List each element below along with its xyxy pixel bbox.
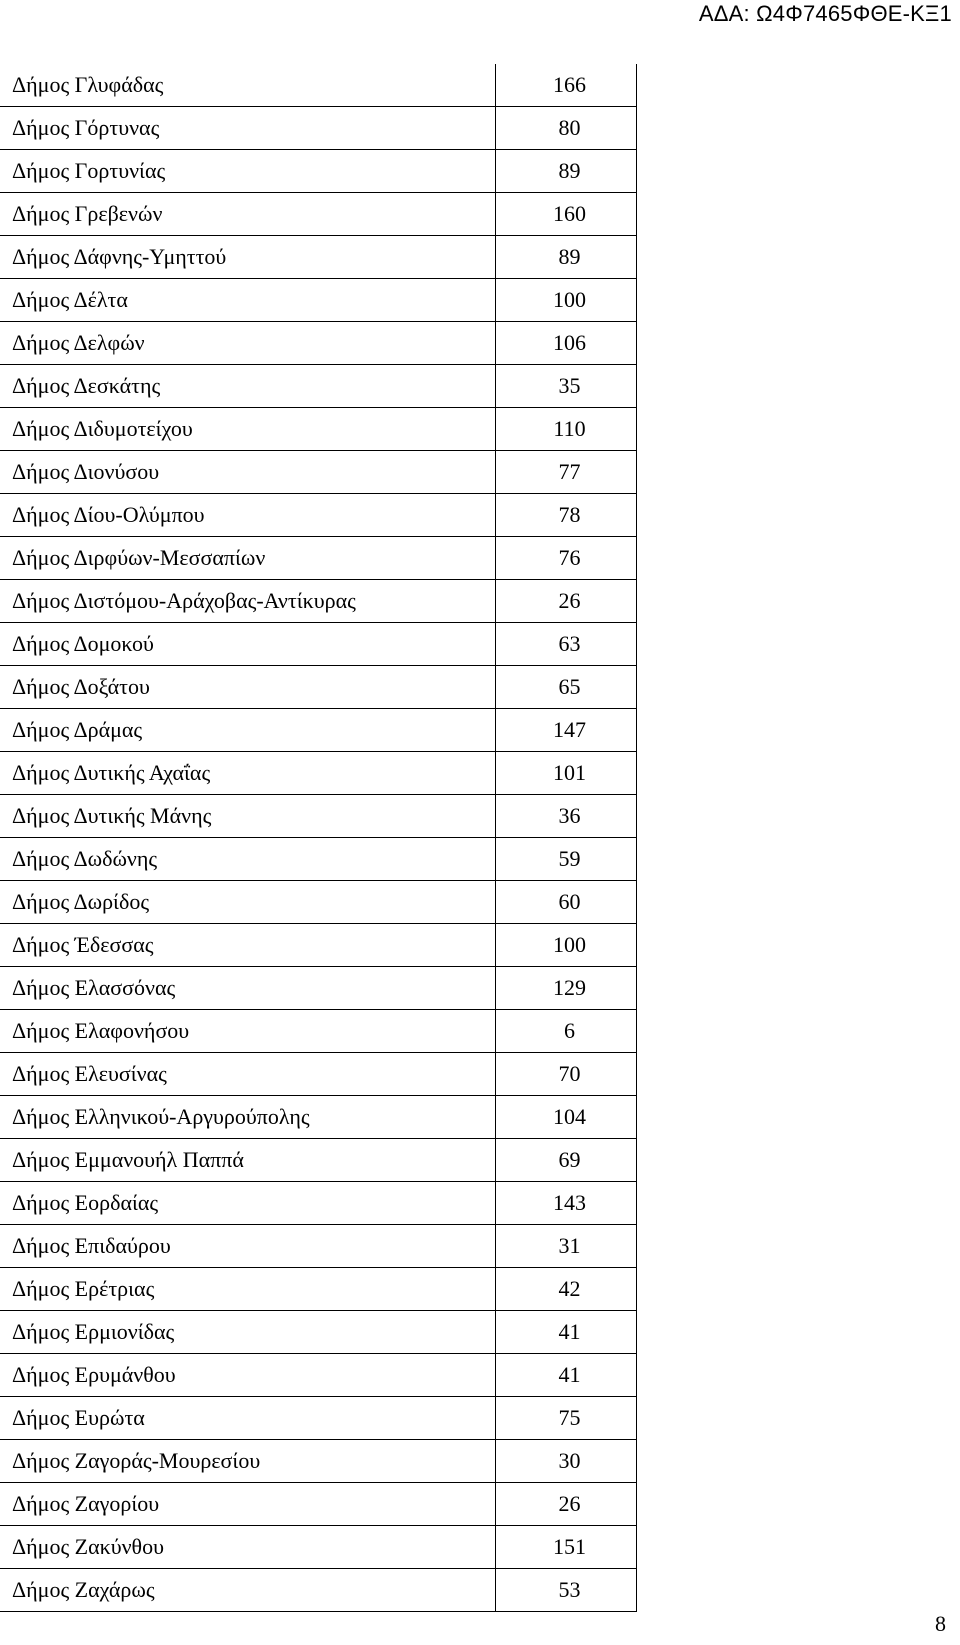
table-row bbox=[0, 537, 636, 580]
table-row bbox=[0, 967, 636, 1010]
municipality-name: Δήμος Ελευσίνας bbox=[0, 1053, 495, 1096]
municipality-value: 89 bbox=[495, 236, 636, 279]
municipality-name: Δήμος Ζακύνθου bbox=[0, 1526, 495, 1569]
table-row bbox=[0, 494, 636, 537]
municipality-value: 160 bbox=[495, 193, 636, 236]
table-row bbox=[0, 236, 636, 279]
municipality-name: Δήμος Δυτικής Αχαΐας bbox=[0, 752, 495, 795]
municipality-name: Δήμος Δελφών bbox=[0, 322, 495, 365]
table-row bbox=[0, 1225, 636, 1268]
municipality-name: Δήμος Δεσκάτης bbox=[0, 365, 495, 408]
table-row bbox=[0, 150, 636, 193]
municipality-name: Δήμος Δέλτα bbox=[0, 279, 495, 322]
municipality-value: 129 bbox=[495, 967, 636, 1010]
municipality-value: 100 bbox=[495, 279, 636, 322]
municipality-name: Δήμος Δίου-Ολύμπου bbox=[0, 494, 495, 537]
table-row bbox=[0, 64, 636, 107]
municipality-value: 104 bbox=[495, 1096, 636, 1139]
table-row bbox=[0, 924, 636, 967]
table-row bbox=[0, 1096, 636, 1139]
table-row bbox=[0, 107, 636, 150]
table-row bbox=[0, 881, 636, 924]
municipality-value: 60 bbox=[495, 881, 636, 924]
table-row bbox=[0, 795, 636, 838]
municipality-name: Δήμος Εορδαίας bbox=[0, 1182, 495, 1225]
municipality-value: 143 bbox=[495, 1182, 636, 1225]
municipality-name: Δήμος Ζαχάρως bbox=[0, 1569, 495, 1612]
municipality-value: 75 bbox=[495, 1397, 636, 1440]
table-row bbox=[0, 1268, 636, 1311]
municipality-name: Δήμος Διδυμοτείχου bbox=[0, 408, 495, 451]
table-row bbox=[0, 365, 636, 408]
municipality-name: Δήμος Διστόμου-Αράχοβας-Αντίκυρας bbox=[0, 580, 495, 623]
municipality-name: Δήμος Ζαγορίου bbox=[0, 1483, 495, 1526]
municipality-name: Δήμος Εμμανουήλ Παππά bbox=[0, 1139, 495, 1182]
municipality-name: Δήμος Δομοκού bbox=[0, 623, 495, 666]
table-row bbox=[0, 1440, 636, 1483]
municipality-value: 35 bbox=[495, 365, 636, 408]
table-row bbox=[0, 451, 636, 494]
table-row bbox=[0, 623, 636, 666]
table-row bbox=[0, 580, 636, 623]
municipality-name: Δήμος Επιδαύρου bbox=[0, 1225, 495, 1268]
municipality-value: 26 bbox=[495, 580, 636, 623]
municipality-name: Δήμος Ερυμάνθου bbox=[0, 1354, 495, 1397]
municipality-value: 41 bbox=[495, 1354, 636, 1397]
table-row bbox=[0, 193, 636, 236]
municipalities-table bbox=[0, 64, 637, 1612]
table-row bbox=[0, 709, 636, 752]
municipality-name: Δήμος Δυτικής Μάνης bbox=[0, 795, 495, 838]
municipality-name: Δήμος Δοξάτου bbox=[0, 666, 495, 709]
table-row bbox=[0, 838, 636, 881]
municipality-name: Δήμος Διρφύων-Μεσσαπίων bbox=[0, 537, 495, 580]
table-row bbox=[0, 279, 636, 322]
municipality-name: Δήμος Γλυφάδας bbox=[0, 64, 495, 107]
municipality-value: 78 bbox=[495, 494, 636, 537]
municipality-value: 166 bbox=[495, 64, 636, 107]
table-row bbox=[0, 1397, 636, 1440]
municipality-name: Δήμος Διονύσου bbox=[0, 451, 495, 494]
municipality-name: Δήμος Ζαγοράς-Μουρεσίου bbox=[0, 1440, 495, 1483]
municipality-name: Δήμος Ελασσόνας bbox=[0, 967, 495, 1010]
municipality-name: Δήμος Δωδώνης bbox=[0, 838, 495, 881]
municipality-value: 53 bbox=[495, 1569, 636, 1612]
municipality-value: 110 bbox=[495, 408, 636, 451]
municipality-name: Δήμος Γορτυνίας bbox=[0, 150, 495, 193]
municipality-value: 147 bbox=[495, 709, 636, 752]
municipality-value: 106 bbox=[495, 322, 636, 365]
municipality-name: Δήμος Ερέτριας bbox=[0, 1268, 495, 1311]
table-row bbox=[0, 408, 636, 451]
table-row bbox=[0, 1182, 636, 1225]
municipality-name: Δήμος Δάφνης-Υμηττού bbox=[0, 236, 495, 279]
table-row bbox=[0, 1311, 636, 1354]
municipality-value: 6 bbox=[495, 1010, 636, 1053]
municipality-value: 26 bbox=[495, 1483, 636, 1526]
table-row bbox=[0, 752, 636, 795]
table-row bbox=[0, 322, 636, 365]
municipality-name: Δήμος Δωρίδος bbox=[0, 881, 495, 924]
municipality-value: 69 bbox=[495, 1139, 636, 1182]
table-body bbox=[0, 64, 636, 1612]
page-number: 8 bbox=[935, 1611, 946, 1636]
ada-code: ΑΔΑ: Ω4Φ7465ΦΘΕ-ΚΞ1 bbox=[698, 1, 952, 26]
municipality-value: 76 bbox=[495, 537, 636, 580]
table-row bbox=[0, 1483, 636, 1526]
table-row bbox=[0, 666, 636, 709]
table-row bbox=[0, 1526, 636, 1569]
municipality-value: 42 bbox=[495, 1268, 636, 1311]
municipality-value: 77 bbox=[495, 451, 636, 494]
table-row bbox=[0, 1354, 636, 1397]
municipality-name: Δήμος Ελληνικού-Αργυρούπολης bbox=[0, 1096, 495, 1139]
municipality-value: 41 bbox=[495, 1311, 636, 1354]
municipality-value: 89 bbox=[495, 150, 636, 193]
table-row bbox=[0, 1569, 636, 1612]
municipalities-table-container bbox=[0, 64, 636, 1612]
municipality-value: 101 bbox=[495, 752, 636, 795]
table-row bbox=[0, 1010, 636, 1053]
municipality-value: 70 bbox=[495, 1053, 636, 1096]
municipality-name: Δήμος Ελαφονήσου bbox=[0, 1010, 495, 1053]
municipality-value: 100 bbox=[495, 924, 636, 967]
municipality-value: 36 bbox=[495, 795, 636, 838]
municipality-name: Δήμος Ευρώτα bbox=[0, 1397, 495, 1440]
municipality-value: 151 bbox=[495, 1526, 636, 1569]
table-row bbox=[0, 1139, 636, 1182]
municipality-value: 31 bbox=[495, 1225, 636, 1268]
municipality-name: Δήμος Ερμιονίδας bbox=[0, 1311, 495, 1354]
table-row bbox=[0, 1053, 636, 1096]
municipality-name: Δήμος Δράμας bbox=[0, 709, 495, 752]
municipality-name: Δήμος Έδεσσας bbox=[0, 924, 495, 967]
municipality-name: Δήμος Γόρτυνας bbox=[0, 107, 495, 150]
municipality-value: 80 bbox=[495, 107, 636, 150]
municipality-value: 30 bbox=[495, 1440, 636, 1483]
municipality-name: Δήμος Γρεβενών bbox=[0, 193, 495, 236]
municipality-value: 63 bbox=[495, 623, 636, 666]
municipality-value: 59 bbox=[495, 838, 636, 881]
municipality-value: 65 bbox=[495, 666, 636, 709]
